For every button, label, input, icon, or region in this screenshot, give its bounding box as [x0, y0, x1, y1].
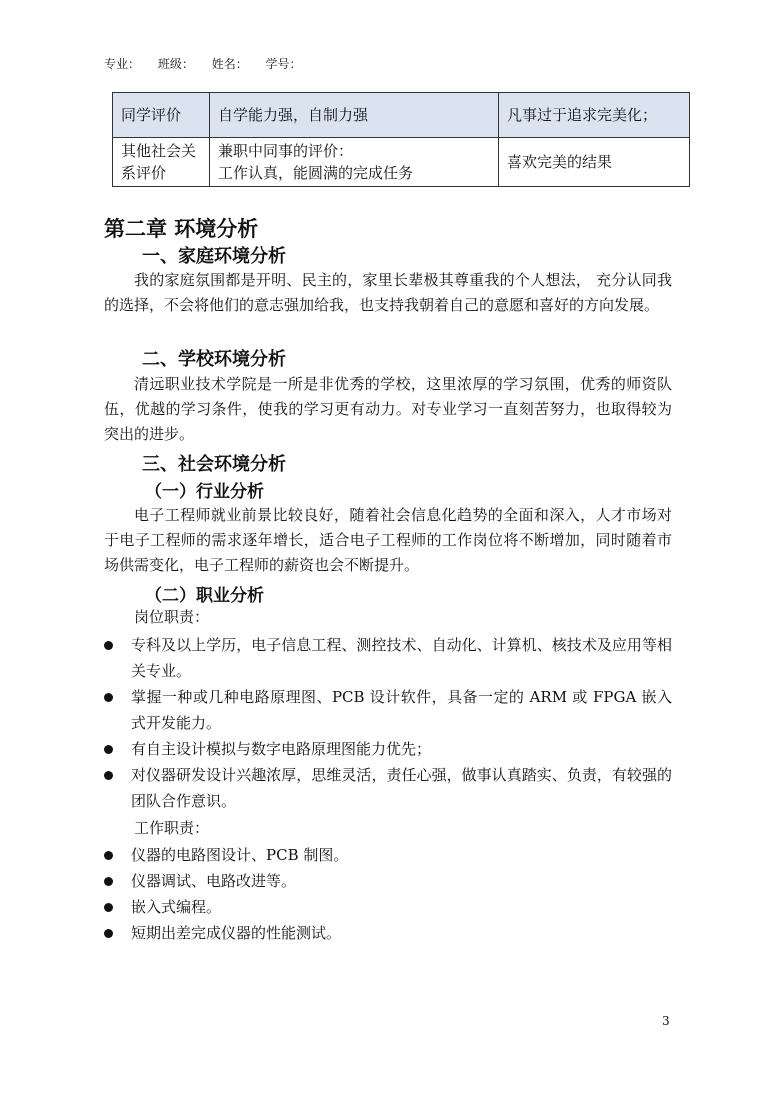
list-item: [104, 762, 672, 814]
bullet-icon: [104, 771, 113, 780]
list-item: [104, 632, 672, 684]
list-item: [104, 842, 672, 868]
bullet-icon: [104, 693, 113, 702]
table-cell: 同学评价: [113, 93, 210, 138]
list-item-text: 仪器调试、电路改进等。: [131, 872, 297, 890]
page-header: [104, 55, 316, 72]
paragraph-family: 我的家庭氛围都是开明、民主的，家里长辈极其尊重我的个人想法， 充分认同我的选择，不会将他们的意志强加给我，也支持我朝着自己的意愿和喜好的方向发展。: [104, 271, 672, 314]
bullet-icon: [104, 641, 113, 650]
list-item: [104, 894, 672, 920]
table-row: [113, 93, 690, 138]
evaluation-table: [112, 92, 690, 187]
paragraph-industry: 电子工程师就业前景比较良好，随着社会信息化趋势的全面和深入，人才市场对于电子工程师的需求逐年增长，适合电子工程师的工作岗位将不断增加，同时随着市场供需变化，电子工程师的薪资也会不断提升。: [104, 506, 672, 574]
list-item-text: 有自主设计模拟与数字电路原理图能力优先；: [131, 740, 432, 758]
bullet-icon: [104, 903, 113, 912]
list-item: [104, 868, 672, 894]
list-item: [104, 920, 672, 946]
subheading-career: （二）职业分析: [145, 586, 264, 606]
page-number: 3: [662, 1014, 670, 1028]
table-cell: 自学能力强，自制力强: [210, 93, 499, 138]
requirements-label: 岗位职责：: [134, 608, 210, 626]
list-item-text: 掌握一种或几种电路原理图、PCB 设计软件，具备一定的 ARM 或 FPGA 嵌入式开发能力。: [131, 688, 672, 732]
section-heading-family: 一、家庭环境分析: [142, 246, 286, 267]
list-item-text: 嵌入式编程。: [131, 898, 222, 916]
list-item-text: 专科及以上学历，电子信息工程、测控技术、自动化、计算机、核技术及应用等相关专业。: [131, 636, 672, 680]
cell-line: 工作认真，能圆满的完成任务: [218, 164, 414, 182]
cell-line: 兼职中同事的评价：: [218, 142, 354, 160]
duties-label: 工作职责：: [134, 819, 210, 837]
subheading-industry: （一）行业分析: [145, 482, 264, 502]
chapter-title: 第二章 环境分析: [104, 217, 259, 241]
header-class: 班级：: [157, 57, 194, 71]
bullet-icon: [104, 877, 113, 886]
list-item-text: 对仪器研发设计兴趣浓厚，思维灵活，责任心强，做事认真踏实、负责，有较强的团队合作意识。: [131, 766, 672, 810]
header-student-id: 学号：: [265, 57, 302, 71]
paragraph-school: 清远职业技术学院是一所是非优秀的学校，这里浓厚的学习氛围，优秀的师资队伍，优越的学习条件，使我的学习更有动力。对专业学习一直刻苦努力，也取得较为突出的进步。: [104, 375, 672, 443]
bullet-icon: [104, 851, 113, 860]
bullet-icon: [104, 929, 113, 938]
list-item-text: 仪器的电路图设计、PCB 制图。: [131, 846, 349, 864]
section-heading-society: 三、社会环境分析: [142, 454, 286, 475]
list-item: [104, 684, 672, 736]
list-item-text: 短期出差完成仪器的性能测试。: [131, 924, 342, 942]
section-heading-school: 二、学校环境分析: [142, 349, 286, 370]
table-cell: 凡事过于追求完美化；: [499, 93, 690, 138]
table-cell: 喜欢完美的结果: [499, 138, 690, 187]
table-row: [113, 138, 690, 187]
table-cell: 其他社会关系评价: [113, 138, 210, 187]
header-name: 姓名：: [211, 57, 248, 71]
header-major: 专业：: [104, 57, 141, 71]
table-cell: [210, 138, 499, 187]
list-item: [104, 736, 672, 762]
bullet-icon: [104, 745, 113, 754]
